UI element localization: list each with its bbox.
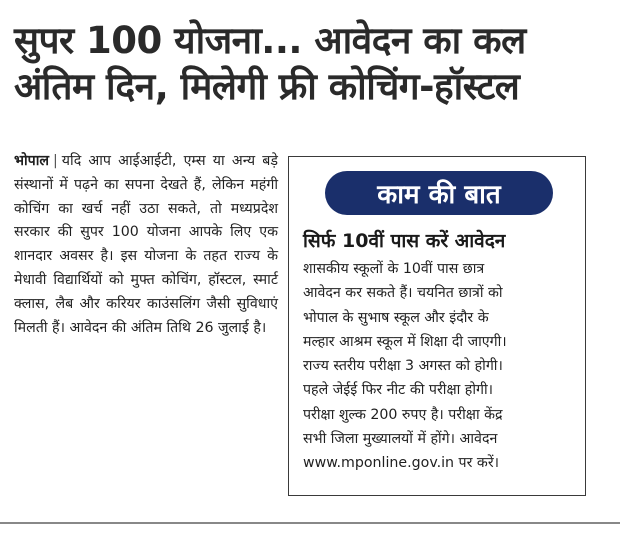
info-line: मल्हार आश्रम स्कूल में शिक्षा दी जाएगी। — [303, 333, 507, 350]
info-line: सभी जिला मुख्यालयों में होंगे। आवेदन — [303, 431, 498, 448]
info-box-body — [303, 257, 575, 476]
info-line: परीक्षा शुल्क 200 रुपए है। परीक्षा केंद्र — [303, 406, 503, 423]
headline — [14, 18, 610, 110]
article-body — [14, 150, 278, 340]
dateline-separator: | — [53, 153, 58, 169]
info-line: राज्य स्तरीय परीक्षा 3 अगस्त को होगी। — [303, 358, 503, 375]
headline-line-2: अंतिम दिन, मिलेगी फ्री कोचिंग-हॉस्टल — [14, 65, 520, 108]
info-box — [288, 156, 586, 496]
info-line: भोपाल के सुभाष स्कूल और इंदौर के — [303, 309, 489, 326]
info-box-badge: काम की बात — [325, 171, 553, 215]
bottom-divider — [0, 522, 620, 524]
info-line: आवेदन कर सकते हैं। चयनित छात्रों को — [303, 285, 503, 302]
info-line: www.mponline.gov.in पर करें। — [303, 455, 500, 472]
info-box-heading: सिर्फ 10वीं पास करें आवेदन — [303, 230, 506, 252]
headline-line-1: सुपर 100 योजना... आवेदन का कल — [14, 19, 526, 62]
info-line: पहले जेईई फिर नीट की परीक्षा होगी। — [303, 382, 494, 399]
info-line: शासकीय स्कूलों के 10वीं पास छात्र — [303, 261, 485, 277]
dateline: भोपाल — [14, 153, 50, 169]
article-text: यदि आप आईआईटी, एम्स या अन्य बड़े संस्थानों में पढ़ने का सपना देखते हैं, लेकिन महंगी कोचिंग का खर्च नहीं उठा सकते, तो मध्यप्रदेश सरकार की सुपर 100 योजना आपके लिए एक शानदार अवसर है। इस योजना के तहत राज्य के मेधावी विद्यार्थियों को मुफ्त कोचिंग, हॉस्टल, स्मार्ट क्लास, लैब और करियर काउंसलिंग जैसी सुविधाएं मिलती हैं। आवेदन की अंतिम तिथि 26 जुलाई है। — [14, 153, 278, 336]
